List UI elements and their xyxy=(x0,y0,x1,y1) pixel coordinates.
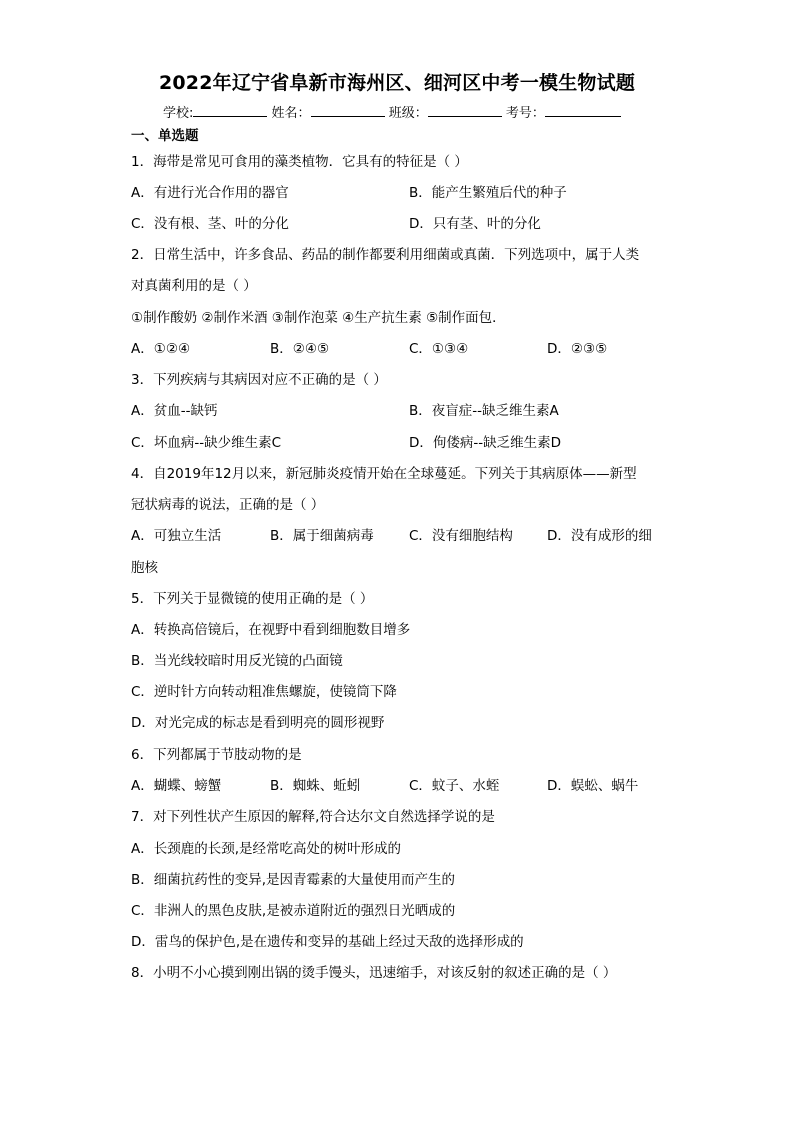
exam-title: 2022年辽宁省阜新市海州区、细河区中考一模生物试题 xyxy=(158,72,636,94)
school-label: 学校: xyxy=(163,106,194,121)
question-7-option-c: C．非洲人的黑色皮肤,是被赤道附近的强烈日光晒成的 xyxy=(131,903,456,919)
question-3-option-d: D．佝偻病--缺乏维生素D xyxy=(409,435,562,451)
question-3-option-a: A．贫血--缺钙 xyxy=(131,403,218,419)
question-5-option-c: C．逆时针方向转动粗准焦螺旋，使镜筒下降 xyxy=(131,684,397,700)
question-7-option-b: B．细菌抗药性的变异,是因青霉素的大量使用而产生的 xyxy=(131,872,456,888)
school-blank xyxy=(193,103,267,117)
question-7-option-d: D．雷鸟的保护色,是在遗传和变异的基础上经过天敌的选择形成的 xyxy=(131,934,524,950)
question-4-stem-cont: 冠状病毒的说法，正确的是（ ） xyxy=(131,497,325,513)
question-5-option-a: A．转换高倍镜后，在视野中看到细胞数目增多 xyxy=(131,622,411,638)
question-5-stem: 5．下列关于显微镜的使用正确的是（ ） xyxy=(131,591,374,607)
question-7-stem: 7．对下列性状产生原因的解释,符合达尔文自然选择学说的是 xyxy=(131,809,495,825)
exam-number-label: 考号： xyxy=(505,106,545,121)
question-4-stem: 4．自2019年12月以来，新冠肺炎疫情开始在全球蔓延。下列关于其病原体——新型 xyxy=(131,466,637,482)
question-4-option-c: C．没有细胞结构 xyxy=(409,528,513,544)
student-info-line xyxy=(163,102,621,121)
question-8-stem: 8．小明不小心摸到刚出锅的烫手馒头，迅速缩手，对该反射的叙述正确的是（ ） xyxy=(131,965,617,981)
name-label: 姓名： xyxy=(271,106,311,121)
question-4-option-a: A．可独立生活 xyxy=(131,528,222,544)
class-label: 班级： xyxy=(388,106,428,121)
question-7-option-a: A．长颈鹿的长颈,是经常吃高处的树叶形成的 xyxy=(131,841,402,857)
name-blank xyxy=(311,103,385,117)
question-4-option-d: D．没有成形的细 xyxy=(547,528,652,544)
question-1-option-b: B．能产生繁殖后代的种子 xyxy=(409,185,567,201)
question-1-option-c: C．没有根、茎、叶的分化 xyxy=(131,216,289,232)
question-5-option-b: B．当光线较暗时用反光镜的凸面镜 xyxy=(131,653,343,669)
question-1-stem: 1．海带是常见可食用的藻类植物．它具有的特征是（ ） xyxy=(131,154,468,170)
question-2-option-d: D．②③⑤ xyxy=(547,341,608,357)
question-6-option-c: C．蚊子、水蛭 xyxy=(409,778,500,794)
question-6-option-a: A．蝴蝶、螃蟹 xyxy=(131,778,222,794)
question-5-option-d: D．对光完成的标志是看到明亮的圆形视野 xyxy=(131,715,385,731)
question-3-option-c: C．坏血病--缺少维生素C xyxy=(131,435,282,451)
question-6-option-d: D．蜈蚣、蜗牛 xyxy=(547,778,639,794)
question-6-stem: 6．下列都属于节肢动物的是 xyxy=(131,747,302,763)
question-3-stem: 3．下列疾病与其病因对应不正确的是（ ） xyxy=(131,372,387,388)
question-2-option-a: A．①②④ xyxy=(131,341,191,357)
question-2-items: ①制作酸奶 ②制作米酒 ③制作泡菜 ④生产抗生素 ⑤制作面包． xyxy=(131,310,506,326)
question-3-option-b: B．夜盲症--缺乏维生素A xyxy=(409,403,559,419)
question-1-option-a: A．有进行光合作用的器官 xyxy=(131,185,289,201)
class-blank xyxy=(428,103,502,117)
question-6-option-b: B．蜘蛛、蚯蚓 xyxy=(270,778,361,794)
question-2-stem-cont: 对真菌利用的是（ ） xyxy=(131,278,257,294)
question-4-option-d-wrap: 胞核 xyxy=(131,560,158,576)
exam-number-blank xyxy=(545,103,621,117)
question-2-option-c: C．①③④ xyxy=(409,341,469,357)
question-1-option-d: D．只有茎、叶的分化 xyxy=(409,216,541,232)
question-2-stem: 2．日常生活中，许多食品、药品的制作都要利用细菌或真菌．下列选项中，属于人类 xyxy=(131,247,640,263)
question-4-option-b: B．属于细菌病毒 xyxy=(270,528,374,544)
section-heading: 一、单选题 xyxy=(131,128,199,144)
question-2-option-b: B．②④⑤ xyxy=(270,341,330,357)
